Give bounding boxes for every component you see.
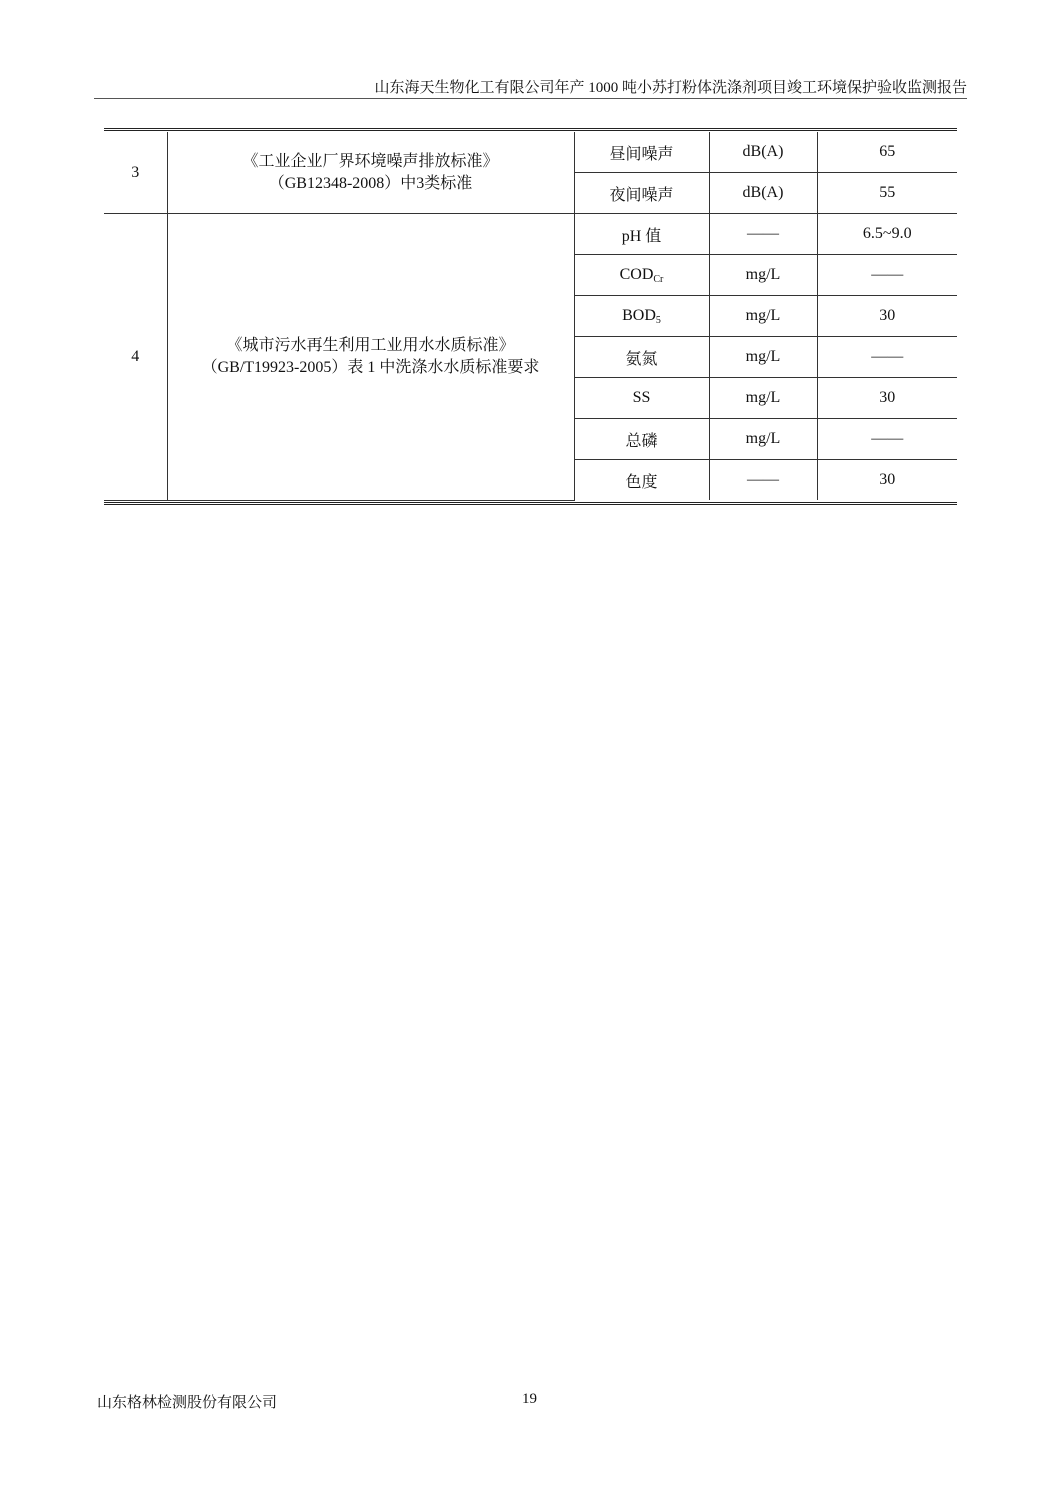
unit-cell: dB(A)	[709, 173, 817, 214]
unit-cell: mg/L	[709, 296, 817, 337]
limit-cell: 65	[817, 132, 957, 173]
item-cell: 色度	[574, 460, 709, 501]
unit-cell: mg/L	[709, 255, 817, 296]
table-row	[104, 132, 957, 173]
limit-cell: 55	[817, 173, 957, 214]
item-cell	[574, 255, 709, 296]
limit-cell: 30	[817, 460, 957, 501]
item-cell: SS	[574, 378, 709, 419]
report-header-title: 山东海天生物化工有限公司年产 1000 吨小苏打粉体洗涤剂项目竣工环境保护验收监测报告	[374, 80, 967, 96]
page-number: 19	[522, 1391, 537, 1407]
limit-cell: 6.5~9.0	[817, 214, 957, 255]
item-cell: 昼间噪声	[574, 132, 709, 173]
limit-cell: ——	[817, 255, 957, 296]
standard-name: 《城市污水再生利用工业用水水质标准》	[226, 336, 515, 354]
standard-code: （GB/T19923-2005）表 1 中洗涤水水质标准要求	[201, 358, 540, 376]
unit-cell: ——	[709, 214, 817, 255]
item-cell: 总磷	[574, 419, 709, 460]
standards-table	[104, 128, 957, 505]
limit-cell: 30	[817, 378, 957, 419]
standard-name-cell	[167, 214, 574, 501]
table-row	[104, 214, 957, 255]
item-cell: pH 值	[574, 214, 709, 255]
row-number: 4	[104, 214, 167, 501]
unit-cell: ——	[709, 460, 817, 501]
standard-name-cell	[167, 132, 574, 214]
item-cell	[574, 296, 709, 337]
item-label: COD	[619, 266, 654, 283]
unit-cell: mg/L	[709, 337, 817, 378]
unit-cell: dB(A)	[709, 132, 817, 173]
item-cell: 夜间噪声	[574, 173, 709, 214]
unit-cell: mg/L	[709, 419, 817, 460]
item-label: BOD	[622, 307, 656, 324]
limit-cell: ——	[817, 419, 957, 460]
limit-cell: 30	[817, 296, 957, 337]
limit-cell: ——	[817, 337, 957, 378]
row-number: 3	[104, 132, 167, 214]
footer-company-name: 山东格林检测股份有限公司	[97, 1395, 278, 1411]
item-subscript: Cr	[653, 274, 664, 285]
item-subscript: 5	[655, 315, 661, 326]
standard-name: 《工业企业厂界环境噪声排放标准》	[242, 152, 499, 170]
item-cell: 氨氮	[574, 337, 709, 378]
header-divider	[94, 98, 967, 99]
unit-cell: mg/L	[709, 378, 817, 419]
standard-code: （GB12348-2008）中3类标准	[268, 174, 473, 192]
